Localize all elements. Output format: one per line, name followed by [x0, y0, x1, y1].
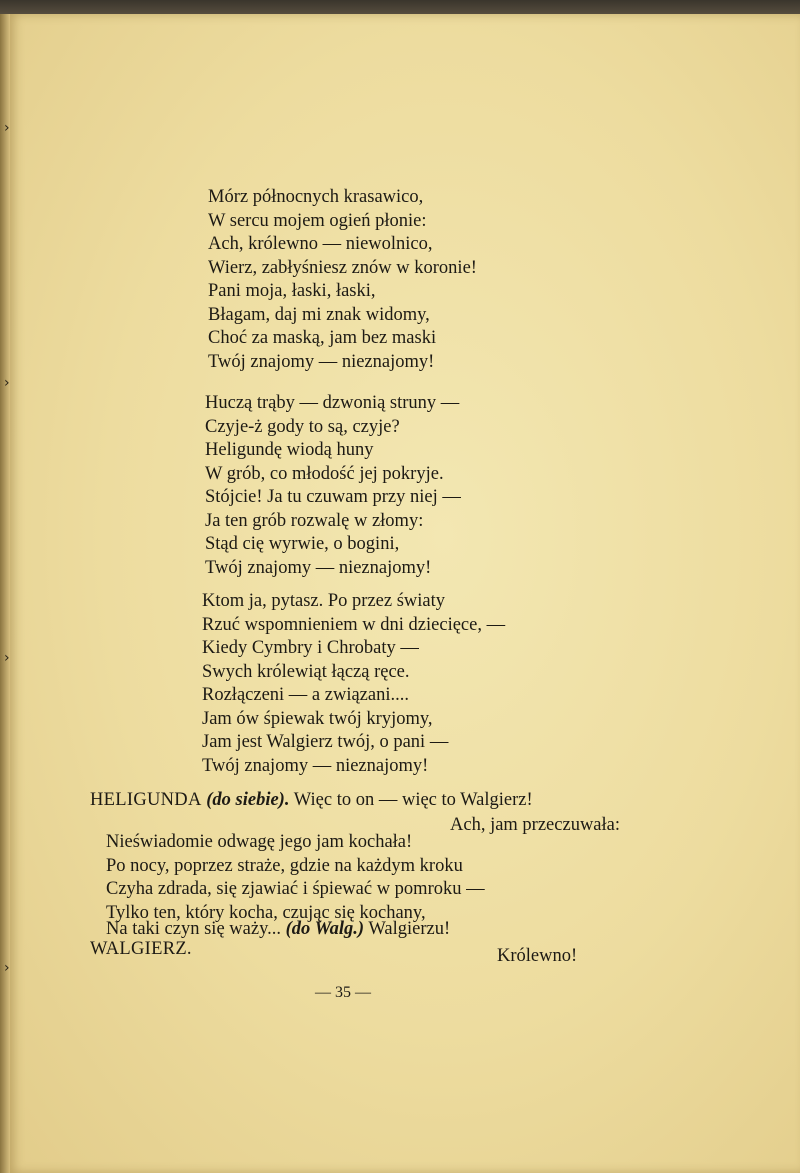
verse-line: Stąd cię wyrwie, o bogini,: [205, 534, 400, 554]
verse-line: Kiedy Cymbry i Chrobaty —: [202, 638, 419, 658]
verse-line: Rozłączeni — a związani....: [202, 685, 409, 705]
poem: [202, 590, 505, 801]
stage-direction: (do Walg.): [285, 919, 365, 939]
stanza-3: [202, 590, 505, 778]
speaker-name: HELIGUNDA: [90, 790, 202, 810]
verse-line: Heligundę wiodą huny: [205, 440, 374, 460]
stage-direction: (do siebie).: [206, 790, 290, 810]
verse-line: Błagam, daj mi znak widomy,: [208, 304, 430, 325]
speech: Królewno!: [497, 946, 578, 966]
speech: Walgierzu!: [368, 919, 451, 939]
verse-line: Pani moja, łaski, łaski,: [208, 281, 376, 301]
margin-mark: ›: [4, 650, 10, 666]
verse-line: Po nocy, poprzez straże, gdzie na każdym kroku: [106, 855, 463, 876]
margin-mark: ›: [4, 960, 10, 976]
dialogue-verse: [106, 831, 485, 925]
verse-line: W grób, co młodość jej pokryje.: [205, 463, 444, 484]
stanza-1: [208, 186, 477, 374]
speaker-name: WALGIERZ.: [90, 939, 192, 959]
verse-line: Wierz, zabłyśniesz znów w koronie!: [208, 257, 477, 278]
verse-line: Czyha zdrada, się zjawiać i śpiewać w pomroku —: [106, 879, 485, 899]
verse-line: Twój znajomy — nieznajomy!: [208, 351, 435, 372]
speech: Na taki czyn się waży...: [106, 919, 281, 939]
poem: [208, 186, 477, 397]
margin-mark: ›: [4, 120, 10, 136]
poem: [205, 392, 461, 603]
verse-line: Choć za maską, jam bez maski: [208, 328, 437, 348]
verse-line: Stójcie! Ja tu czuwam przy niej —: [205, 487, 461, 507]
speech-continuation: Ach, jam przeczuwała:: [450, 815, 621, 835]
verse-line: Ktom ja, pytasz. Po przez światy: [202, 591, 446, 611]
verse-line: Swych królewiąt łączą ręce.: [202, 661, 410, 682]
verse-line: Czyje-ż gody to są, czyje?: [205, 416, 400, 437]
verse-line: Tylko ten, który kocha, czując się kochany,: [106, 902, 426, 923]
verse-line: Rzuć wspomnieniem w dni dziecięce, —: [202, 614, 506, 635]
page-gutter: [0, 14, 10, 1173]
verse-line: Huczą trąby — dzwonią struny —: [205, 393, 460, 413]
margin-mark: ›: [4, 375, 10, 391]
page-number: — 35 —: [315, 984, 371, 1001]
verse-line: Ja ten grób rozwalę w złomy:: [205, 510, 424, 531]
stanza-2: [205, 392, 461, 580]
verse-line: Nieświadomie odwagę jego jam kochała!: [106, 832, 413, 852]
verse-line: W sercu mojem ogień płonie:: [208, 210, 427, 231]
verse-line: Twój znajomy — nieznajomy!: [205, 557, 432, 578]
verse-line: Ach, królewno — niewolnico,: [208, 234, 433, 254]
verse-line: Mórz północnych krasawico,: [208, 187, 424, 207]
verse-line: Jam jest Walgierz twój, o pani —: [202, 732, 449, 752]
dialogue-line: [90, 789, 533, 813]
speech: Więc to on — więc to Walgierz!: [293, 790, 533, 810]
verse-line: Twój znajomy — nieznajomy!: [202, 755, 429, 776]
verse-line: Jam ów śpiewak twój kryjomy,: [202, 708, 433, 729]
